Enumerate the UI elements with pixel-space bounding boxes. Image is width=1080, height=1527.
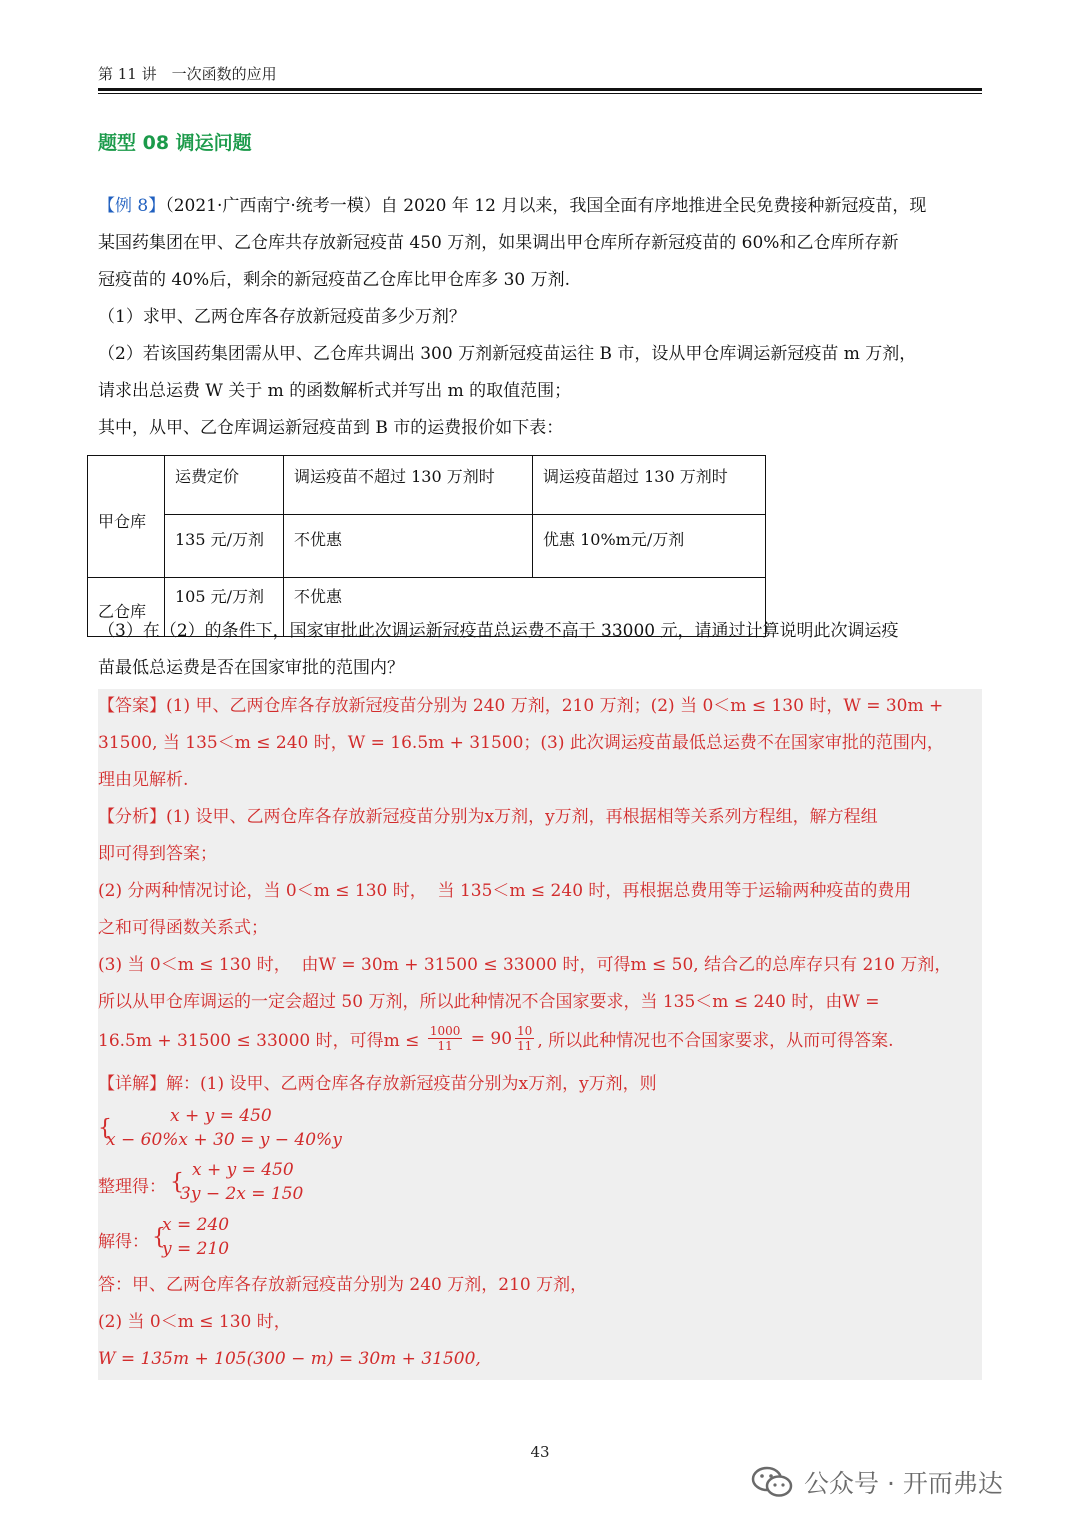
analysis-tag: 【分析】 (98, 807, 166, 827)
analysis-line-1: 【分析】(1) 设甲、乙两仓库各存放新冠疫苗分别为x万剂，y万剂，再根据相等关系列方程组，解方程组 (98, 807, 878, 827)
equation-2a: x + y = 450 (192, 1160, 294, 1180)
analysis-line-6: 所以从甲仓库调运的一定会超过 50 万剂，所以此种情况不合国家要求，当 135＜m ≤ 240 时，由W = (98, 992, 880, 1012)
question-2-line-3: 其中，从甲、乙仓库调运新冠疫苗到 B 市的运费报价如下表： (98, 418, 564, 438)
example-label: 【例 8】 (98, 196, 166, 216)
answer-line-2: 31500, 当 135＜m ≤ 240 时，W = 16.5m + 31500；(3) 此次调运疫苗最低总运费不在国家审批的范围内， (98, 733, 944, 753)
fee-table (87, 455, 766, 637)
analysis-line-2: 即可得到答案； (98, 844, 217, 864)
brace-symbol: { (152, 1225, 166, 1250)
detail-formula: W = 135m + 105(300 − m) = 30m + 31500, (98, 1349, 481, 1369)
analysis-line-4: 之和可得函数关系式； (98, 918, 268, 938)
cell-price-label: 运费定价 (165, 456, 284, 515)
watermark-text: 公众号 · 开而弗达 (804, 1469, 1003, 1498)
problem-line-1: 【例 8】（2021·广西南宁·统考一模）自 2020 年 12 月以来，我国全面有序地推进全民免费接种新冠疫苗，现 (98, 196, 927, 216)
cell-a-over: 优惠 10%m元/万剂 (533, 515, 766, 578)
answer-line-1: 【答案】(1) 甲、乙两仓库各存放新冠疫苗分别为 240 万剂，210 万剂；(2) 当 0＜m ≤ 130 时，W = 30m + (98, 696, 944, 716)
section-title: 题型 08 调运问题 (98, 132, 252, 154)
brace-symbol: { (170, 1170, 184, 1195)
cell-b-all: 不优惠 (284, 578, 766, 637)
equation-1a: x + y = 450 (170, 1106, 272, 1126)
detail-line-1: 【详解】解：(1) 设甲、乙两仓库各存放新冠疫苗分别为x万剂，y万剂，则 (98, 1074, 657, 1094)
equation-system-2 (98, 1160, 398, 1210)
header-title: 第 11 讲 一次函数的应用 (98, 65, 277, 83)
equation-system-1 (98, 1106, 398, 1156)
cell-col-over: 调运疫苗超过 130 万剂时 (533, 456, 766, 515)
brace-symbol: { (98, 1116, 112, 1141)
page-number: 43 (530, 1443, 550, 1461)
wechat-icon (750, 1464, 794, 1500)
answer-tag: 【答案】 (98, 696, 166, 716)
problem-line-3: 冠疫苗的 40%后，剩余的新冠疫苗乙仓库比甲仓库多 30 万剂. (98, 270, 571, 290)
answer-line-3: 理由见解析. (98, 770, 189, 790)
detail-part-2: (2) 当 0＜m ≤ 130 时， (98, 1312, 291, 1332)
fraction-10-11: 10 11 (517, 1024, 533, 1053)
detail-tag: 【详解】 (98, 1074, 166, 1094)
cell-price-a: 135 元/万剂 (165, 515, 284, 578)
header-rule-thick (98, 88, 982, 91)
cell-col-not-over: 调运疫苗不超过 130 万剂时 (284, 456, 533, 515)
analysis-line-7: 16.5m + 31500 ≤ 33000 时，可得m ≤ $\frac{1000}{11}$ = 90 10 11 , 所以此种情况也不合国家要求，从而可得答案. (98, 1024, 894, 1053)
fraction-1000-11: $\frac{1000}{11}$ (429, 1024, 461, 1053)
question-2-line-1: （2）若该国药集团需从甲、乙仓库共调出 300 万剂新冠疫苗运往 B 市，设从甲仓库调运新冠疫苗 m 万剂， (98, 344, 917, 364)
cell-warehouse-b: 乙仓库 (88, 578, 165, 637)
question-3-line-1: （3）在（2）的条件下，国家审批此次调运新冠疫苗总运费不高于 33000 元，请通过计算说明此次调运疫 (98, 621, 899, 641)
solve-label: 解得： (98, 1232, 149, 1252)
simplify-label: 整理得： (98, 1177, 166, 1197)
analysis-line-5: (3) 当 0＜m ≤ 130 时， 由W = 30m + 31500 ≤ 33000 时，可得m ≤ 50, 结合乙的总库存只有 210 万剂， (98, 955, 952, 975)
cell-a-not-over: 不优惠 (284, 515, 533, 578)
detail-conclusion: 答：甲、乙两仓库各存放新冠疫苗分别为 240 万剂，210 万剂， (98, 1275, 588, 1295)
question-1: （1）求甲、乙两仓库各存放新冠疫苗多少万剂？ (98, 307, 466, 327)
equation-3b: y = 210 (162, 1239, 230, 1259)
cell-warehouse-a: 甲仓库 (88, 456, 165, 578)
equation-3a: x = 240 (162, 1215, 230, 1235)
cell-price-b: 105 元/万剂 (165, 578, 284, 637)
watermark (750, 1464, 1003, 1500)
equation-1b: x − 60%x + 30 = y − 40%y (106, 1130, 342, 1150)
page-header (98, 62, 982, 94)
problem-line-2: 某国药集团在甲、乙仓库共存放新冠疫苗 450 万剂，如果调出甲仓库所存新冠疫苗的 60%和乙仓库所存新 (98, 233, 899, 253)
analysis-line-3: (2) 分两种情况讨论，当 0＜m ≤ 130 时， 当 135＜m ≤ 240 时，再根据总费用等于运输两种疫苗的费用 (98, 881, 912, 901)
equation-2b: 3y − 2x = 150 (180, 1184, 304, 1204)
header-rule-thin (98, 93, 982, 94)
question-3-line-2: 苗最低总运费是否在国家审批的范围内？ (98, 658, 404, 678)
question-2-line-2: 请求出总运费 W 关于 m 的函数解析式并写出 m 的取值范围； (98, 381, 572, 401)
equation-system-3 (98, 1215, 398, 1265)
